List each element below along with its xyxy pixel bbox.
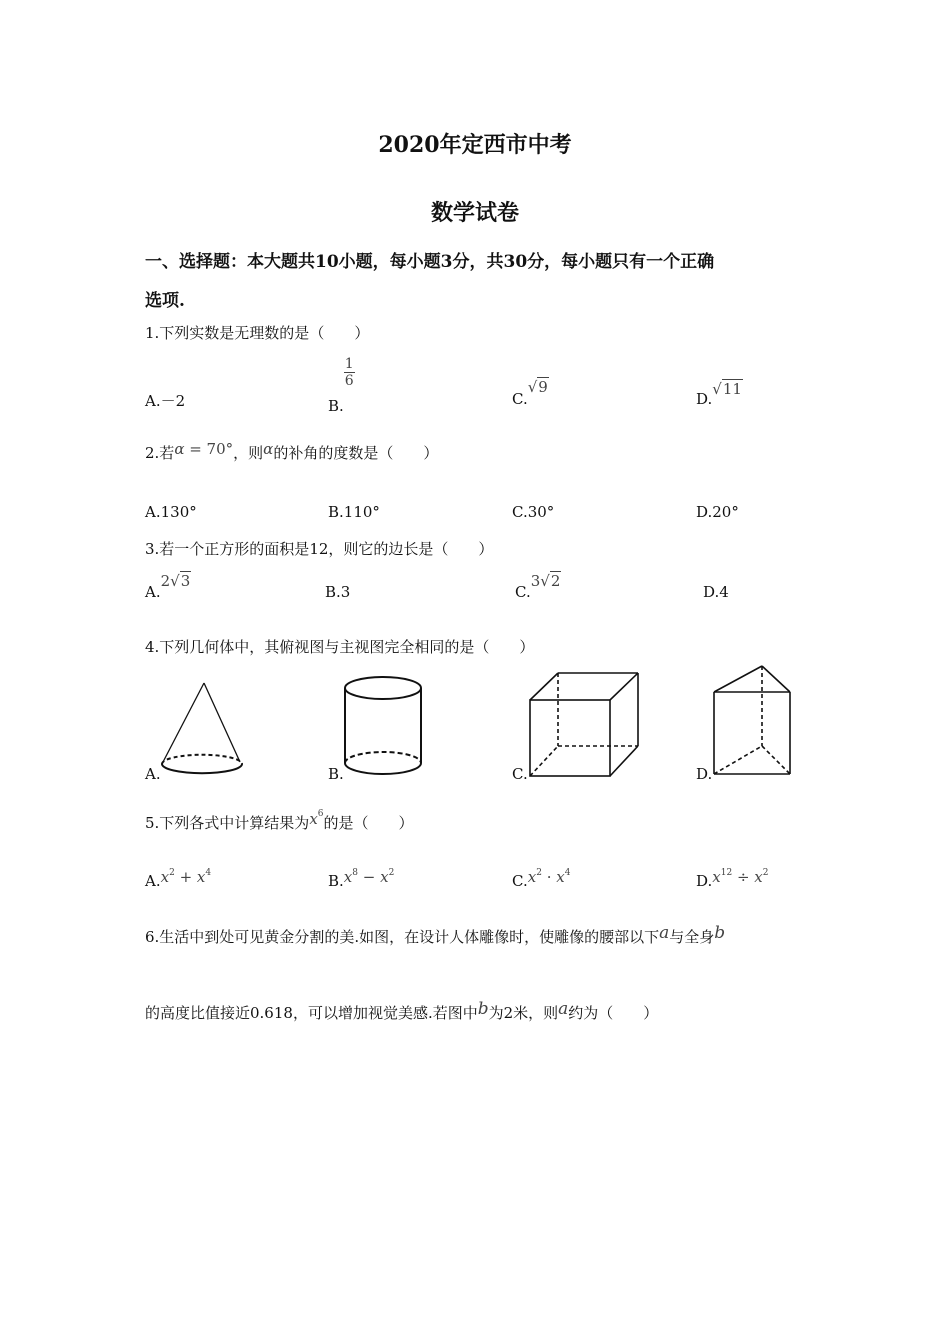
page-title: 2020年定西市中考 bbox=[378, 132, 572, 158]
section-heading: 一、选择题：本大题共10小题，每小题3分，共30分，每小题只有一个正确 bbox=[145, 252, 715, 272]
question-2-stem: 2.若α = 70°，则α的补角的度数是（ ） bbox=[145, 440, 439, 462]
cone-figure bbox=[158, 680, 248, 780]
q5-option-d: $D.x^{12} \div x^2$ bbox=[696, 868, 769, 890]
q5-option-b: $B.x^8 - x^2$ bbox=[328, 868, 395, 890]
q4-option-d: D. bbox=[696, 765, 713, 783]
q4-option-a: A. bbox=[145, 765, 161, 783]
radical: √9 bbox=[527, 378, 548, 396]
q5-option-a: $A.x^2 + x^4$ bbox=[145, 868, 212, 890]
q3-option-b: B.3 bbox=[325, 583, 351, 601]
question-5-stem: 5.下列各式中计算结果为$x^6$的是（ ） bbox=[145, 809, 414, 832]
question-3-stem: 3.若一个正方形的面积是12，则它的边长是（ ） bbox=[145, 540, 494, 558]
q3-option-c: C.3√2 bbox=[515, 572, 561, 601]
q2-option-b: B.110° bbox=[328, 503, 380, 521]
q2-option-d: D.20° bbox=[696, 503, 739, 521]
q1-option-c: C.√9 bbox=[512, 378, 548, 408]
cube-figure bbox=[525, 670, 645, 780]
section-heading-cont: 选项. bbox=[145, 291, 185, 311]
question-1-stem: 1.下列实数是无理数的是（ ） bbox=[145, 324, 370, 342]
page-subtitle: 数学试卷 bbox=[430, 200, 519, 226]
prism-figure bbox=[710, 662, 800, 780]
q1-option-a: A.－2 bbox=[145, 392, 186, 410]
q4-option-c: C. bbox=[512, 765, 528, 783]
q5-option-c: $C.x^2 \cdot x^4$ bbox=[512, 868, 571, 890]
q1-option-b: B. $\frac{1}{6}$ bbox=[328, 356, 354, 415]
q2-option-a: A.130° bbox=[145, 503, 197, 521]
question-6-stem-line2: 的高度比值接近0.618，可以增加视觉美感.若图中b为2米，则a约为（ ） bbox=[145, 999, 659, 1022]
radical: √2 bbox=[540, 572, 561, 590]
q3-option-a: A.2√3 bbox=[145, 572, 191, 601]
radical: √11 bbox=[712, 380, 742, 398]
q1-option-d: D.√11 bbox=[696, 380, 742, 408]
cylinder-figure bbox=[340, 672, 430, 782]
q3-option-d: D.4 bbox=[703, 583, 729, 601]
q4-option-b: B. bbox=[328, 765, 344, 783]
q2-option-c: C.30° bbox=[512, 503, 555, 521]
question-6-stem-line1: 6.生活中到处可见黄金分割的美.如图，在设计人体雕像时，使雕像的腰部以下a与全身b bbox=[145, 923, 726, 946]
question-4-stem: 4.下列几何体中，其俯视图与主视图完全相同的是（ ） bbox=[145, 638, 535, 656]
radical: √3 bbox=[170, 572, 191, 590]
fraction: $\frac{1}{6}$ bbox=[344, 356, 354, 389]
